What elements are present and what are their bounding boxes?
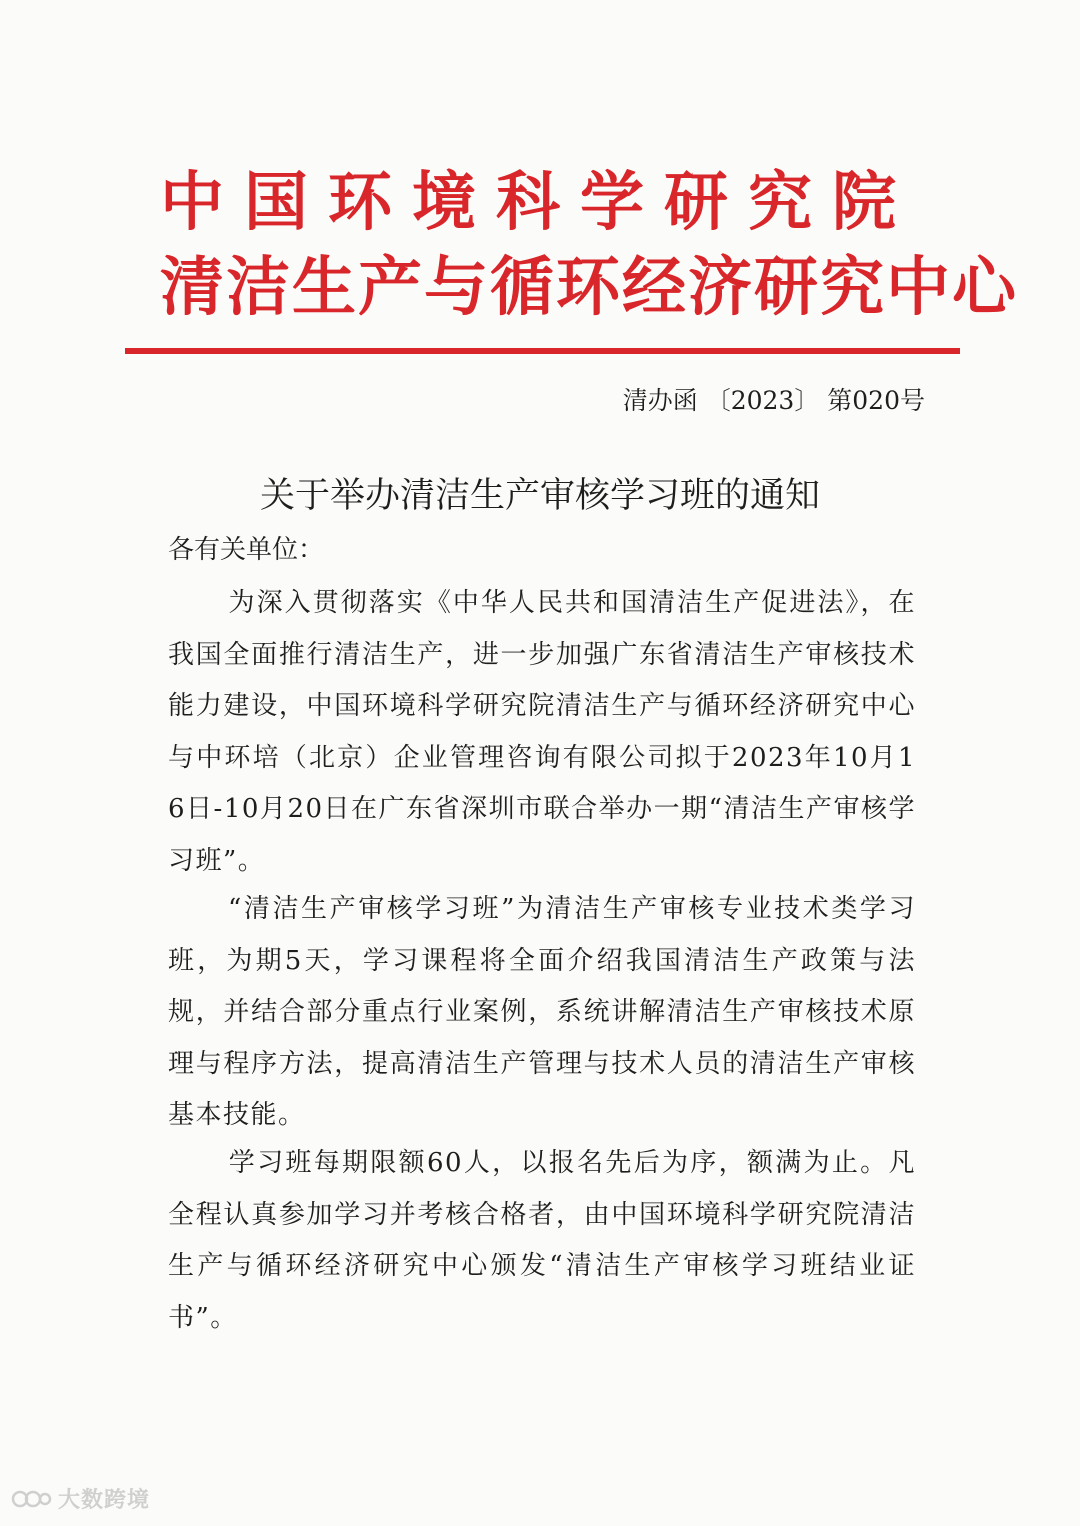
- brand-logo-icon: [10, 1488, 52, 1510]
- paragraph-text: 学习班每期限额60人，以报名先后为序，额满为止。凡全程认真参加学习并考核合格者，由中国环境科学研究院清洁生产与循环经济研究中心颁发“清洁生产审核学习班结业证书”。: [168, 1148, 916, 1333]
- body-paragraph-3: [168, 1138, 916, 1344]
- document-number: 清办函 〔2023〕 第020号: [622, 386, 925, 415]
- body-paragraph-1: [168, 578, 916, 887]
- salutation: 各有关单位：: [168, 535, 325, 565]
- paragraph-text: “清洁生产审核学习班”为清洁生产审核专业技术类学习班，为期5天，学习课程将全面介绍我国清洁生产政策与法规，并结合部分重点行业案例，系统讲解清洁生产审核技术原理与程序方法，提高清洁生产管理与技术人员的清洁生产审核基本技能。: [168, 894, 916, 1130]
- body-paragraph-2: [168, 884, 916, 1142]
- watermark: [10, 1483, 150, 1514]
- paragraph-text: 为深入贯彻落实《中华人民共和国清洁生产促进法》，在我国全面推行清洁生产，进一步加强广东省清洁生产审核技术能力建设，中国环境科学研究院清洁生产与循环经济研究中心与中环培（北京）企业管理咨询有限公司拟于2023年10月16日-10月20日在广东省深圳市联合举办一期“清洁生产审核学习班”。: [168, 588, 916, 876]
- org-name-line-1: 中国环境科学研究院: [160, 165, 916, 240]
- header-divider: [125, 348, 960, 354]
- org-name-line-2: 清洁生产与循环经济研究中心: [160, 250, 1018, 325]
- watermark-text: 大数跨境: [58, 1488, 151, 1513]
- document-title: 关于举办清洁生产审核学习班的通知: [259, 476, 820, 516]
